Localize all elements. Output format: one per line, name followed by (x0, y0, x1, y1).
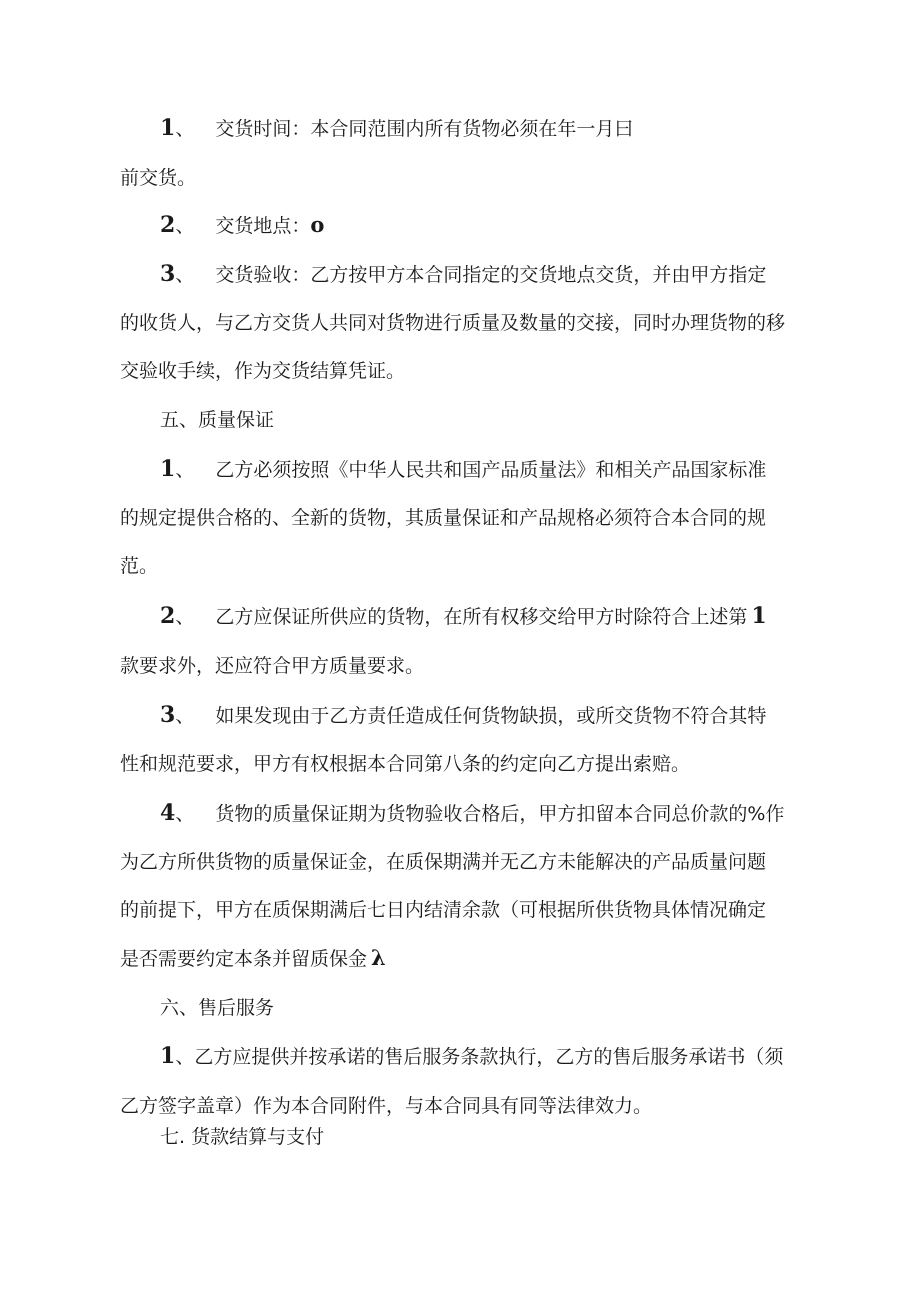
item-text: 交货时间：本合同范围内所有货物必须在年一月曰 (215, 118, 634, 140)
after-sales-item-1-continuation-1: 乙方签字盖章）作为本合同附件，与本合同具有同等法律效力。 (120, 1095, 653, 1117)
quality-item-4 (160, 800, 784, 827)
item-number: 1 (160, 1043, 176, 1069)
item-number: 2 (160, 212, 176, 238)
item-tail: o (310, 212, 325, 237)
after-sales-heading: 六、售后服务 (160, 997, 275, 1019)
quality-item-1-continuation-1: 的规定提供合格的、全新的货物，其质量保证和产品规格必须符合本合同的规 (120, 507, 767, 529)
item-text: 如果发现由于乙方责任造成任何货物缺损，或所交货物不符合其特 (215, 705, 767, 727)
item-number: 4 (160, 800, 176, 826)
quality-item-4-continuation-3 (120, 945, 386, 972)
item-text: 乙方应保证所供应的货物，在所有权移交给甲方时除符合上述第 (215, 606, 748, 628)
item-text: 乙方必须按照《中华人民共和国产品质量法》和相关产品国家标准 (215, 459, 767, 481)
item-separator: 、 (175, 459, 195, 481)
quality-item-1 (160, 456, 766, 483)
quality-heading: 五、质量保证 (160, 409, 275, 431)
delivery-item-3-continuation-1: 的收货人，与乙方交货人共同对货物进行质量及数量的交接，同时办理货物的移 (120, 312, 786, 334)
item-separator: 、 (175, 803, 195, 825)
item-separator: 、 (175, 1046, 195, 1068)
delivery-item-2 (160, 212, 324, 239)
item-separator: 、 (175, 705, 195, 727)
item-number: 1 (160, 115, 176, 141)
item-separator: 、 (175, 118, 195, 140)
item-separator: 、 (175, 606, 195, 628)
item-tail: λ (371, 945, 386, 970)
quality-item-4-continuation-2: 的前提下，甲方在质保期满后七日内结清余款（可根据所供货物具体情况确定 (120, 899, 767, 921)
item-number: 3 (160, 261, 176, 287)
item-text: 乙方应提供并按承诺的售后服务条款执行，乙方的售后服务承诺书（须 (194, 1046, 784, 1068)
quality-item-2 (160, 603, 767, 630)
item-number: 1 (160, 456, 176, 482)
quality-item-2-continuation-1: 款要求外，还应符合甲方质量要求。 (120, 655, 425, 677)
item-text: 货物的质量保证期为货物验收合格后，甲方扣留本合同总价款的%作 (215, 803, 785, 825)
item-separator: 、 (175, 215, 195, 237)
delivery-item-1 (160, 115, 633, 142)
payment-heading: 七. 货款结算与支付 (160, 1126, 325, 1148)
item-separator: 、 (175, 264, 195, 286)
delivery-item-3 (160, 261, 766, 288)
quality-item-1-continuation-2: 范。 (120, 555, 159, 577)
quality-item-4-continuation-1: 为乙方所供货物的质量保证金，在质保期满并无乙方未能解决的产品质量问题 (120, 851, 767, 873)
quality-item-3 (160, 702, 766, 729)
item-text: 交货地点： (215, 215, 311, 237)
item-number: 3 (160, 702, 176, 728)
item-number: 2 (160, 603, 176, 629)
item-inline-number: 1 (751, 603, 767, 629)
delivery-item-1-continuation: 前交货。 (120, 167, 197, 189)
item-text: 是否需要约定本条并留质保金 (120, 948, 368, 970)
quality-item-3-continuation-1: 性和规范要求，甲方有权根据本合同第八条的约定向乙方提出索赔。 (120, 753, 691, 775)
delivery-item-3-continuation-2: 交验收手续，作为交货结算凭证。 (120, 360, 406, 382)
item-text: 交货验收：乙方按甲方本合同指定的交货地点交货，并由甲方指定 (215, 264, 767, 286)
after-sales-item-1 (160, 1043, 783, 1070)
